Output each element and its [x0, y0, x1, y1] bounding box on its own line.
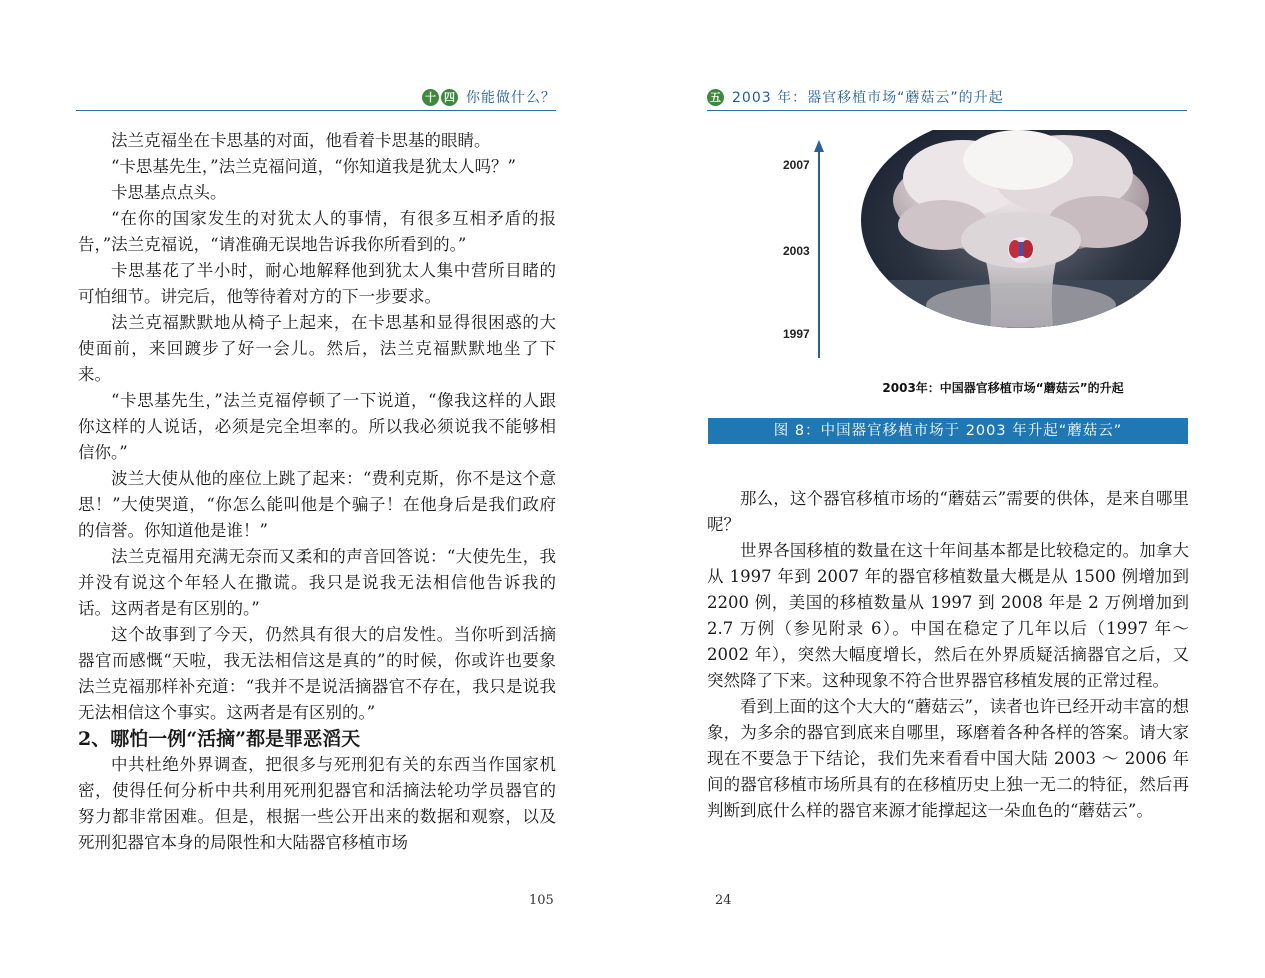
axis-arrow [814, 140, 824, 152]
paragraph: 波兰大使从他的座位上跳了起来：“费利克斯，你不是这个意思！”大使哭道，“你怎么能叫他是个骗子！在他身后是我们政府的信誉。你知道他是谁！” [78, 469, 556, 540]
section-heading: 2、哪怕一例“活摘”都是罪恶滔天 [78, 728, 361, 750]
page-number: 24 [715, 893, 732, 908]
paragraph: 看到上面的这个大大的“蘑菇云”，读者也许已经开动丰富的想象，为多余的器官到底来自哪里，琢磨着各种各样的答案。请大家现在不要急于下结论，我们先来看看中国大陆 2003 ～ 2006 年间的器官移植市场所具有的在移植历史上独一无二的特征，然后再判断到底什么样的器官来源才能撑起这一朵血色的“蘑菇云”。 [707, 697, 1189, 820]
paragraph: 这个故事到了今天，仍然具有很大的启发性。当你听到活摘器官而感慨“天啦，我无法相信这是真的”的时候，你或许也要象法兰克福那样补充道：“我并不是说活摘器官不存在，我只是说我无法相信这个事实。这两者是有区别的。” [78, 625, 556, 722]
mushroom-cloud-image [763, 130, 1203, 400]
axis-label-2007: 2007 [783, 158, 810, 172]
mushroom-cloud-figure [763, 130, 1203, 400]
paragraph: 法兰克福默默地从椅子上起来，在卡思基和显得很困惑的大使面前，来回踱步了好一会儿。然后，法兰克福默默地坐了下来。 [78, 313, 556, 384]
right-page [633, 0, 1265, 978]
paragraph: “卡思基先生，”法兰克福停顿了一下说道，“像我这样的人跟你这样的人说话，必须是完全坦率的。所以我必须说我不能够相信你。” [78, 391, 556, 462]
paragraph: 法兰克福坐在卡思基的对面，他看着卡思基的眼睛。 [111, 131, 491, 150]
figure-title-bar: 图 8：中国器官移植市场于 2003 年升起“蘑菇云” [708, 418, 1188, 444]
left-body-text [78, 128, 556, 856]
paragraph: 卡思基点点头。 [111, 183, 227, 202]
paragraph: 世界各国移植的数量在这十年间基本都是比较稳定的。加拿大从 1997 年到 2007 年的器官移植数量大概是从 1500 例增加到 2200 例，美国的移植数量从 1997 到 2008 年是 2 万例增加到 2.7 万例（参见附录 6）。中国在稳定了几年以后（1997 年～ 2002 年），突然大幅度增长，然后在外界质疑活摘器官之后，又突然降了下来。这种现象不符合世界器官移植发展的正常过程。 [707, 541, 1189, 690]
page-number: 105 [529, 893, 554, 908]
chapter-title: 你能做什么？ [466, 90, 556, 106]
chapter-title: 2003 年：器官移植市场“蘑菇云”的升起 [732, 90, 1004, 106]
axis-label-1997: 1997 [783, 327, 810, 341]
chapter-badge [707, 89, 726, 106]
paragraph: “在你的国家发生的对犹太人的事情，有很多互相矛盾的报告，”法兰克福说，“请准确无误地告诉我你所看到的。” [78, 209, 556, 254]
axis-label-2003: 2003 [783, 244, 810, 258]
chapter-badge-char: 十 [422, 89, 439, 106]
paragraph: 那么，这个器官移植市场的“蘑菇云”需要的供体，是来自哪里呢？ [707, 489, 1189, 534]
paragraph: 卡思基花了半小时，耐心地解释他到犹太人集中营所目睹的可怕细节。讲完后，他等待着对方的下一步要求。 [78, 261, 556, 306]
chapter-badge-char: 四 [441, 89, 458, 106]
right-running-header [707, 84, 1187, 111]
paragraph: 法兰克福用充满无奈而又柔和的声音回答说：“大使先生，我并没有说这个年轻人在撒谎。我只是说我无法相信他告诉我的话。这两者是有区别的。” [78, 547, 556, 618]
chapter-badge-char: 五 [707, 89, 724, 106]
left-page [0, 0, 632, 978]
organ-icon [1008, 237, 1034, 263]
right-body-text [707, 486, 1189, 824]
paragraph: “卡思基先生，”法兰克福问道，“你知道我是犹太人吗？” [111, 157, 516, 176]
chapter-badge [422, 89, 460, 106]
figure-inner-caption: 2003年：中国器官移植市场“蘑菇云”的升起 [882, 381, 1124, 395]
left-running-header [76, 84, 556, 111]
paragraph: 中共杜绝外界调查，把很多与死刑犯有关的东西当作国家机密，使得任何分析中共利用死刑犯器官和活摘法轮功学员器官的努力都非常困难。但是，根据一些公开出来的数据和观察，以及死刑犯器官本身的局限性和大陆器官移植市场 [78, 755, 556, 852]
